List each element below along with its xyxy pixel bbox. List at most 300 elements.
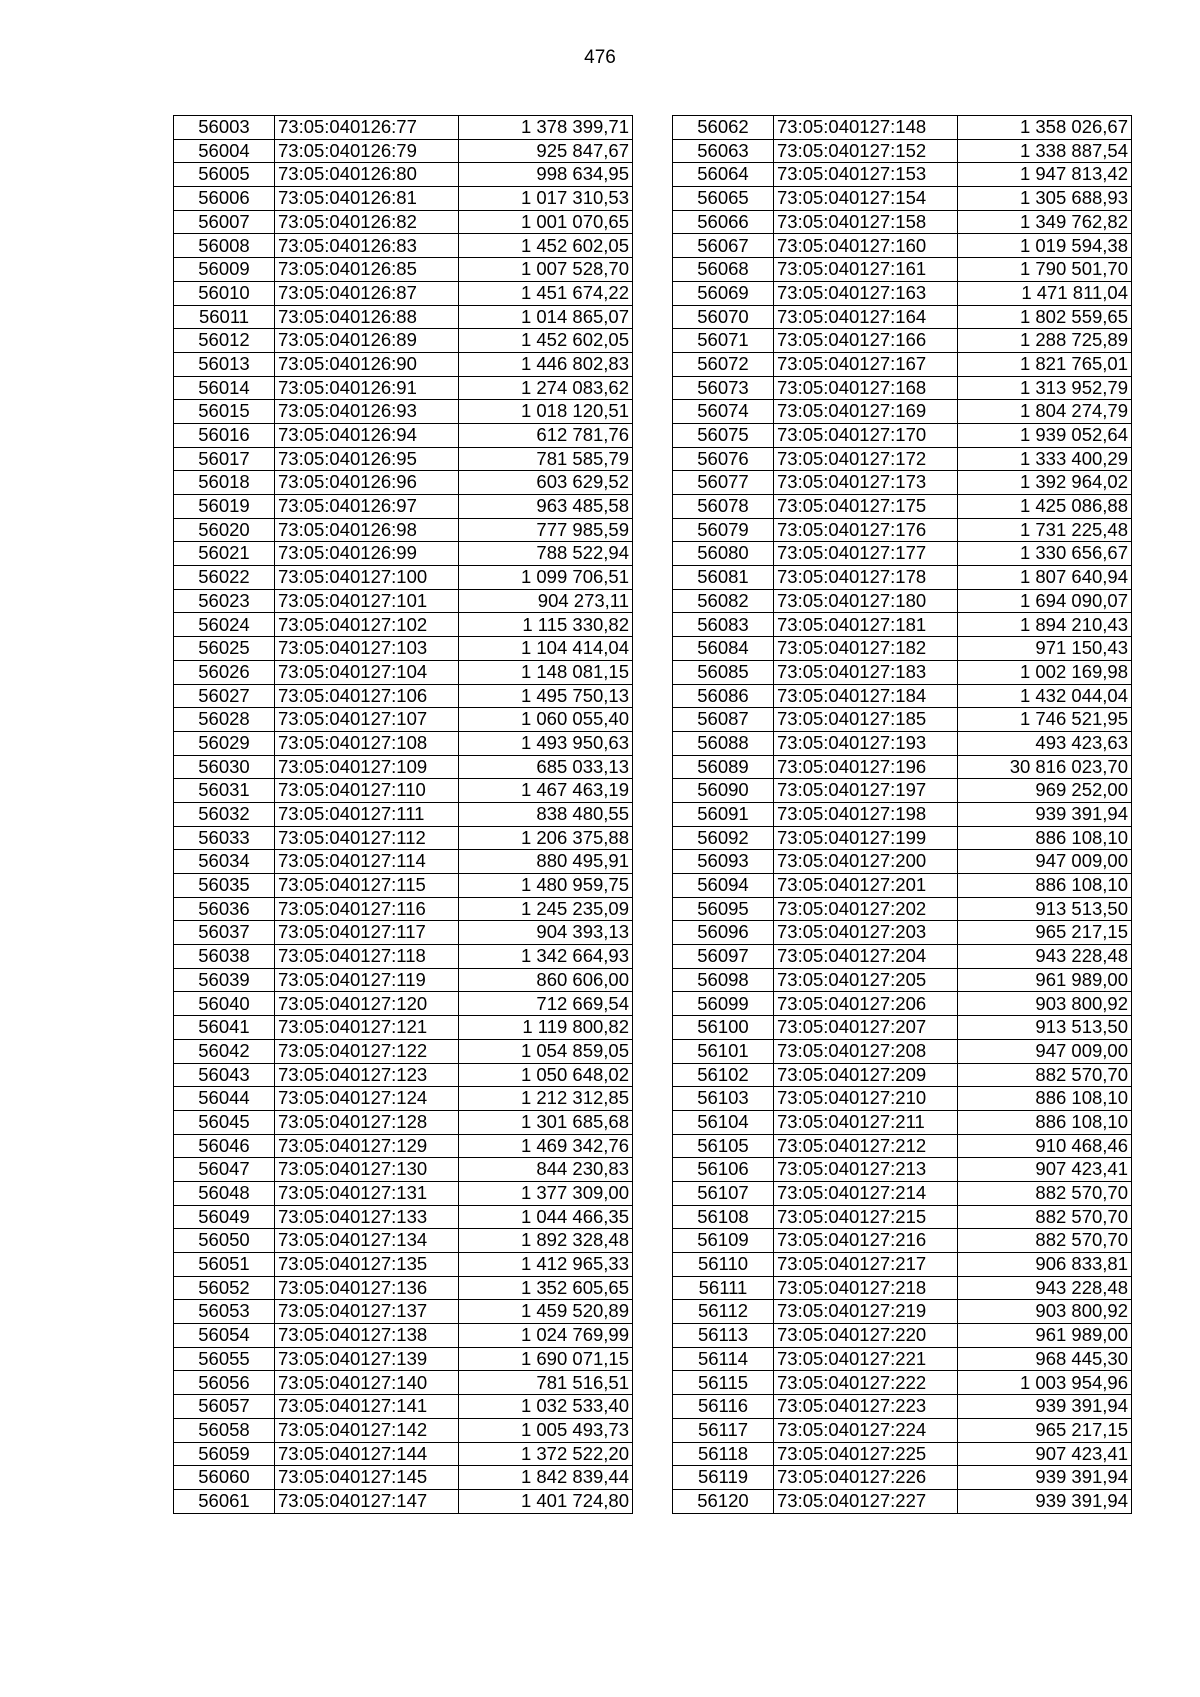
cadastral-number-cell: 73:05:040126:90 xyxy=(275,352,459,376)
record-number-cell: 56088 xyxy=(673,731,774,755)
cadastral-number-cell: 73:05:040127:204 xyxy=(774,945,958,969)
cadastral-number-cell: 73:05:040126:97 xyxy=(275,495,459,519)
table-row xyxy=(673,234,1132,258)
cadastral-number-cell: 73:05:040127:145 xyxy=(275,1466,459,1490)
record-number-cell: 56056 xyxy=(174,1371,275,1395)
cadastral-number-cell: 73:05:040127:122 xyxy=(275,1039,459,1063)
record-number-cell: 56069 xyxy=(673,281,774,305)
cadastral-value-cell: 907 423,41 xyxy=(958,1158,1132,1182)
record-number-cell: 56043 xyxy=(174,1063,275,1087)
cadastral-number-cell: 73:05:040127:123 xyxy=(275,1063,459,1087)
cadastral-value-cell: 886 108,10 xyxy=(958,874,1132,898)
cadastral-value-cell: 1 301 685,68 xyxy=(459,1110,633,1134)
cadastral-number-cell: 73:05:040127:206 xyxy=(774,992,958,1016)
table-row xyxy=(174,234,633,258)
record-number-cell: 56115 xyxy=(673,1371,774,1395)
cadastral-value-cell: 1 495 750,13 xyxy=(459,684,633,708)
record-number-cell: 56068 xyxy=(673,258,774,282)
record-number-cell: 56110 xyxy=(673,1253,774,1277)
cadastral-value-cell: 1 002 169,98 xyxy=(958,660,1132,684)
record-number-cell: 56113 xyxy=(673,1324,774,1348)
cadastral-value-cell: 1 452 602,05 xyxy=(459,329,633,353)
cadastral-number-cell: 73:05:040127:133 xyxy=(275,1205,459,1229)
cadastral-value-cell: 1 024 769,99 xyxy=(459,1324,633,1348)
record-number-cell: 56116 xyxy=(673,1395,774,1419)
record-number-cell: 56100 xyxy=(673,1016,774,1040)
record-number-cell: 56003 xyxy=(174,116,275,140)
cadastral-value-cell: 907 423,41 xyxy=(958,1442,1132,1466)
cadastral-number-cell: 73:05:040127:193 xyxy=(774,731,958,755)
table-row xyxy=(673,1395,1132,1419)
table-row xyxy=(673,352,1132,376)
record-number-cell: 56008 xyxy=(174,234,275,258)
cadastral-value-cell: 1 060 055,40 xyxy=(459,708,633,732)
record-number-cell: 56079 xyxy=(673,518,774,542)
record-number-cell: 56058 xyxy=(174,1418,275,1442)
cadastral-value-cell: 939 391,94 xyxy=(958,1395,1132,1419)
cadastral-number-cell: 73:05:040127:131 xyxy=(275,1181,459,1205)
table-row xyxy=(174,1110,633,1134)
record-number-cell: 56023 xyxy=(174,589,275,613)
cadastral-value-cell: 1 115 330,82 xyxy=(459,613,633,637)
cadastral-value-cell: 1 947 813,42 xyxy=(958,163,1132,187)
record-number-cell: 56013 xyxy=(174,352,275,376)
record-number-cell: 56103 xyxy=(673,1087,774,1111)
cadastral-value-cell: 939 391,94 xyxy=(958,1466,1132,1490)
table-row xyxy=(673,921,1132,945)
cadastral-value-cell: 943 228,48 xyxy=(958,1276,1132,1300)
record-number-cell: 56077 xyxy=(673,471,774,495)
cadastral-number-cell: 73:05:040127:164 xyxy=(774,305,958,329)
record-number-cell: 56093 xyxy=(673,850,774,874)
cadastral-number-cell: 73:05:040127:103 xyxy=(275,637,459,661)
cadastral-value-cell: 1 305 688,93 xyxy=(958,187,1132,211)
table-row xyxy=(174,210,633,234)
record-number-cell: 56101 xyxy=(673,1039,774,1063)
cadastral-number-cell: 73:05:040127:161 xyxy=(774,258,958,282)
cadastral-number-cell: 73:05:040127:124 xyxy=(275,1087,459,1111)
cadastral-number-cell: 73:05:040127:166 xyxy=(774,329,958,353)
cadastral-value-cell: 882 570,70 xyxy=(958,1063,1132,1087)
cadastral-value-cell: 1 894 210,43 xyxy=(958,613,1132,637)
cadastral-number-cell: 73:05:040127:184 xyxy=(774,684,958,708)
table-row xyxy=(174,637,633,661)
cadastral-number-cell: 73:05:040127:196 xyxy=(774,755,958,779)
cadastral-value-cell: 880 495,91 xyxy=(459,850,633,874)
cadastral-value-cell: 1 206 375,88 xyxy=(459,826,633,850)
record-number-cell: 56089 xyxy=(673,755,774,779)
cadastral-number-cell: 73:05:040127:168 xyxy=(774,376,958,400)
cadastral-number-cell: 73:05:040127:210 xyxy=(774,1087,958,1111)
table-row xyxy=(174,968,633,992)
cadastral-value-cell: 1 821 765,01 xyxy=(958,352,1132,376)
record-number-cell: 56107 xyxy=(673,1181,774,1205)
cadastral-value-cell: 1 471 811,04 xyxy=(958,281,1132,305)
cadastral-value-cell: 906 833,81 xyxy=(958,1253,1132,1277)
table-row xyxy=(174,1442,633,1466)
table-row xyxy=(673,802,1132,826)
table-row xyxy=(673,187,1132,211)
cadastral-number-cell: 73:05:040127:227 xyxy=(774,1489,958,1513)
cadastral-number-cell: 73:05:040126:79 xyxy=(275,139,459,163)
cadastral-number-cell: 73:05:040127:208 xyxy=(774,1039,958,1063)
table-row xyxy=(174,518,633,542)
table-row xyxy=(174,1300,633,1324)
cadastral-number-cell: 73:05:040127:134 xyxy=(275,1229,459,1253)
cadastral-number-cell: 73:05:040127:224 xyxy=(774,1418,958,1442)
record-number-cell: 56097 xyxy=(673,945,774,969)
cadastral-number-cell: 73:05:040126:99 xyxy=(275,542,459,566)
table-row xyxy=(673,708,1132,732)
cadastral-value-cell: 1 007 528,70 xyxy=(459,258,633,282)
record-number-cell: 56042 xyxy=(174,1039,275,1063)
record-number-cell: 56046 xyxy=(174,1134,275,1158)
cadastral-value-cell: 904 273,11 xyxy=(459,589,633,613)
cadastral-number-cell: 73:05:040127:173 xyxy=(774,471,958,495)
cadastral-value-cell: 30 816 023,70 xyxy=(958,755,1132,779)
table-row xyxy=(174,731,633,755)
record-number-cell: 56057 xyxy=(174,1395,275,1419)
table-row xyxy=(174,1489,633,1513)
table-row xyxy=(174,1039,633,1063)
cadastral-value-cell: 1 842 839,44 xyxy=(459,1466,633,1490)
table-row xyxy=(174,163,633,187)
cadastral-number-cell: 73:05:040127:147 xyxy=(275,1489,459,1513)
cadastral-number-cell: 73:05:040127:114 xyxy=(275,850,459,874)
table-row xyxy=(174,423,633,447)
cadastral-value-cell: 1 378 399,71 xyxy=(459,116,633,140)
cadastral-number-cell: 73:05:040127:112 xyxy=(275,826,459,850)
cadastral-value-cell: 1 018 120,51 xyxy=(459,400,633,424)
table-row xyxy=(673,731,1132,755)
table-row xyxy=(673,660,1132,684)
record-number-cell: 56105 xyxy=(673,1134,774,1158)
record-number-cell: 56054 xyxy=(174,1324,275,1348)
table-row xyxy=(174,1087,633,1111)
record-number-cell: 56050 xyxy=(174,1229,275,1253)
cadastral-value-cell: 1 099 706,51 xyxy=(459,566,633,590)
record-number-cell: 56074 xyxy=(673,400,774,424)
cadastral-value-cell: 1 333 400,29 xyxy=(958,447,1132,471)
record-number-cell: 56095 xyxy=(673,897,774,921)
cadastral-number-cell: 73:05:040127:218 xyxy=(774,1276,958,1300)
record-number-cell: 56118 xyxy=(673,1442,774,1466)
record-number-cell: 56022 xyxy=(174,566,275,590)
table-row xyxy=(174,684,633,708)
record-number-cell: 56012 xyxy=(174,329,275,353)
record-number-cell: 56090 xyxy=(673,779,774,803)
cadastral-number-cell: 73:05:040127:110 xyxy=(275,779,459,803)
cadastral-number-cell: 73:05:040126:81 xyxy=(275,187,459,211)
table-row xyxy=(174,1395,633,1419)
cadastral-number-cell: 73:05:040127:215 xyxy=(774,1205,958,1229)
cadastral-number-cell: 73:05:040127:199 xyxy=(774,826,958,850)
record-number-cell: 56021 xyxy=(174,542,275,566)
record-number-cell: 56032 xyxy=(174,802,275,826)
record-number-cell: 56076 xyxy=(673,447,774,471)
table-row xyxy=(174,1418,633,1442)
cadastral-value-cell: 1 017 310,53 xyxy=(459,187,633,211)
record-number-cell: 56066 xyxy=(673,210,774,234)
record-number-cell: 56072 xyxy=(673,352,774,376)
record-number-cell: 56031 xyxy=(174,779,275,803)
record-number-cell: 56067 xyxy=(673,234,774,258)
record-number-cell: 56005 xyxy=(174,163,275,187)
record-number-cell: 56114 xyxy=(673,1347,774,1371)
table-row xyxy=(174,1063,633,1087)
record-number-cell: 56120 xyxy=(673,1489,774,1513)
record-number-cell: 56004 xyxy=(174,139,275,163)
record-number-cell: 56099 xyxy=(673,992,774,1016)
cadastral-value-cell: 788 522,94 xyxy=(459,542,633,566)
table-row xyxy=(673,471,1132,495)
cadastral-value-cell: 971 150,43 xyxy=(958,637,1132,661)
record-number-cell: 56016 xyxy=(174,423,275,447)
cadastral-number-cell: 73:05:040127:102 xyxy=(275,613,459,637)
table-row xyxy=(174,755,633,779)
cadastral-number-cell: 73:05:040127:129 xyxy=(275,1134,459,1158)
cadastral-value-cell: 882 570,70 xyxy=(958,1229,1132,1253)
cadastral-number-cell: 73:05:040127:177 xyxy=(774,542,958,566)
cadastral-value-cell: 1 358 026,67 xyxy=(958,116,1132,140)
cadastral-number-cell: 73:05:040127:203 xyxy=(774,921,958,945)
record-number-cell: 56035 xyxy=(174,874,275,898)
cadastral-value-cell: 1 032 533,40 xyxy=(459,1395,633,1419)
table-row xyxy=(673,589,1132,613)
record-number-cell: 56055 xyxy=(174,1347,275,1371)
cadastral-number-cell: 73:05:040127:120 xyxy=(275,992,459,1016)
record-number-cell: 56086 xyxy=(673,684,774,708)
cadastral-value-cell: 1 432 044,04 xyxy=(958,684,1132,708)
table-row xyxy=(673,210,1132,234)
cadastral-number-cell: 73:05:040127:211 xyxy=(774,1110,958,1134)
table-row xyxy=(174,1134,633,1158)
cadastral-number-cell: 73:05:040127:175 xyxy=(774,495,958,519)
cadastral-number-cell: 73:05:040127:148 xyxy=(774,116,958,140)
record-number-cell: 56049 xyxy=(174,1205,275,1229)
cadastral-value-cell: 860 606,00 xyxy=(459,968,633,992)
table-row xyxy=(174,826,633,850)
table-row xyxy=(673,826,1132,850)
cadastral-number-cell: 73:05:040127:144 xyxy=(275,1442,459,1466)
record-number-cell: 56092 xyxy=(673,826,774,850)
cadastral-value-cell: 1 694 090,07 xyxy=(958,589,1132,613)
record-number-cell: 56082 xyxy=(673,589,774,613)
cadastral-number-cell: 73:05:040127:135 xyxy=(275,1253,459,1277)
table-row xyxy=(673,1087,1132,1111)
cadastral-value-cell: 968 445,30 xyxy=(958,1347,1132,1371)
cadastral-value-cell: 910 468,46 xyxy=(958,1134,1132,1158)
record-number-cell: 56041 xyxy=(174,1016,275,1040)
table-row xyxy=(174,1016,633,1040)
cadastral-value-cell: 1 352 605,65 xyxy=(459,1276,633,1300)
record-number-cell: 56059 xyxy=(174,1442,275,1466)
cadastral-number-cell: 73:05:040127:202 xyxy=(774,897,958,921)
record-number-cell: 56083 xyxy=(673,613,774,637)
cadastral-value-cell: 1 245 235,09 xyxy=(459,897,633,921)
cadastral-number-cell: 73:05:040127:115 xyxy=(275,874,459,898)
cadastral-value-cell: 712 669,54 xyxy=(459,992,633,1016)
cadastral-number-cell: 73:05:040127:158 xyxy=(774,210,958,234)
table-row xyxy=(673,850,1132,874)
table-row xyxy=(673,992,1132,1016)
table-row xyxy=(174,1205,633,1229)
cadastral-value-cell: 1 274 083,62 xyxy=(459,376,633,400)
cadastral-number-cell: 73:05:040127:160 xyxy=(774,234,958,258)
cadastral-value-cell: 781 585,79 xyxy=(459,447,633,471)
cadastral-value-cell: 965 217,15 xyxy=(958,921,1132,945)
cadastral-value-cell: 1 349 762,82 xyxy=(958,210,1132,234)
table-row xyxy=(673,1418,1132,1442)
table-row xyxy=(673,968,1132,992)
table-row xyxy=(673,1063,1132,1087)
table-row xyxy=(673,637,1132,661)
record-number-cell: 56052 xyxy=(174,1276,275,1300)
table-row xyxy=(673,329,1132,353)
table-row xyxy=(174,945,633,969)
cadastral-number-cell: 73:05:040127:130 xyxy=(275,1158,459,1182)
table-row xyxy=(673,139,1132,163)
cadastral-value-cell: 969 252,00 xyxy=(958,779,1132,803)
table-row xyxy=(673,1300,1132,1324)
cadastral-number-cell: 73:05:040127:119 xyxy=(275,968,459,992)
record-number-cell: 56091 xyxy=(673,802,774,826)
cadastral-number-cell: 73:05:040126:83 xyxy=(275,234,459,258)
table-row xyxy=(673,897,1132,921)
cadastral-number-cell: 73:05:040127:223 xyxy=(774,1395,958,1419)
record-number-cell: 56039 xyxy=(174,968,275,992)
cadastral-number-cell: 73:05:040127:109 xyxy=(275,755,459,779)
cadastral-number-cell: 73:05:040127:101 xyxy=(275,589,459,613)
record-number-cell: 56062 xyxy=(673,116,774,140)
table-row xyxy=(174,802,633,826)
record-number-cell: 56037 xyxy=(174,921,275,945)
table-row xyxy=(673,305,1132,329)
record-number-cell: 56020 xyxy=(174,518,275,542)
record-number-cell: 56098 xyxy=(673,968,774,992)
cadastral-value-cell: 1 802 559,65 xyxy=(958,305,1132,329)
record-number-cell: 56036 xyxy=(174,897,275,921)
cadastral-number-cell: 73:05:040127:108 xyxy=(275,731,459,755)
table-row xyxy=(673,163,1132,187)
record-number-cell: 56071 xyxy=(673,329,774,353)
cadastral-value-cell: 777 985,59 xyxy=(459,518,633,542)
table-row xyxy=(174,116,633,140)
table-row xyxy=(174,1158,633,1182)
record-number-cell: 56007 xyxy=(174,210,275,234)
cadastral-number-cell: 73:05:040127:207 xyxy=(774,1016,958,1040)
cadastral-number-cell: 73:05:040127:137 xyxy=(275,1300,459,1324)
table-row xyxy=(174,874,633,898)
cadastral-value-cell: 882 570,70 xyxy=(958,1205,1132,1229)
record-number-cell: 56085 xyxy=(673,660,774,684)
cadastral-value-cell: 1 104 414,04 xyxy=(459,637,633,661)
table-row xyxy=(673,376,1132,400)
table-row xyxy=(174,850,633,874)
cadastral-number-cell: 73:05:040127:220 xyxy=(774,1324,958,1348)
cadastral-number-cell: 73:05:040127:181 xyxy=(774,613,958,637)
record-number-cell: 56047 xyxy=(174,1158,275,1182)
table-row xyxy=(174,376,633,400)
cadastral-value-cell: 1 469 342,76 xyxy=(459,1134,633,1158)
cadastral-value-cell: 1 401 724,80 xyxy=(459,1489,633,1513)
table-row xyxy=(673,281,1132,305)
cadastral-number-cell: 73:05:040127:172 xyxy=(774,447,958,471)
cadastral-number-cell: 73:05:040127:197 xyxy=(774,779,958,803)
cadastral-number-cell: 73:05:040127:198 xyxy=(774,802,958,826)
table-row xyxy=(174,589,633,613)
table-row xyxy=(174,1371,633,1395)
cadastral-number-cell: 73:05:040127:201 xyxy=(774,874,958,898)
record-number-cell: 56045 xyxy=(174,1110,275,1134)
table-row xyxy=(673,1039,1132,1063)
table-row xyxy=(673,1253,1132,1277)
table-row xyxy=(673,779,1132,803)
table-row xyxy=(673,518,1132,542)
cadastral-value-cell: 1 790 501,70 xyxy=(958,258,1132,282)
table-row xyxy=(174,329,633,353)
cadastral-value-cell: 1 731 225,48 xyxy=(958,518,1132,542)
record-number-cell: 56094 xyxy=(673,874,774,898)
cadastral-value-cell: 965 217,15 xyxy=(958,1418,1132,1442)
cadastral-number-cell: 73:05:040127:180 xyxy=(774,589,958,613)
cadastral-value-cell: 943 228,48 xyxy=(958,945,1132,969)
cadastral-value-cell: 1 212 312,85 xyxy=(459,1087,633,1111)
record-number-cell: 56065 xyxy=(673,187,774,211)
record-number-cell: 56029 xyxy=(174,731,275,755)
table-row xyxy=(174,613,633,637)
cadastral-value-cell: 1 446 802,83 xyxy=(459,352,633,376)
cadastral-value-cell: 1 412 965,33 xyxy=(459,1253,633,1277)
cadastral-value-cell: 913 513,50 xyxy=(958,897,1132,921)
record-number-cell: 56087 xyxy=(673,708,774,732)
cadastral-number-cell: 73:05:040127:205 xyxy=(774,968,958,992)
cadastral-number-cell: 73:05:040127:169 xyxy=(774,400,958,424)
cadastral-number-cell: 73:05:040126:87 xyxy=(275,281,459,305)
record-number-cell: 56025 xyxy=(174,637,275,661)
cadastral-number-cell: 73:05:040127:183 xyxy=(774,660,958,684)
record-number-cell: 56060 xyxy=(174,1466,275,1490)
cadastral-number-cell: 73:05:040126:93 xyxy=(275,400,459,424)
cadastral-number-cell: 73:05:040127:128 xyxy=(275,1110,459,1134)
table-row xyxy=(673,1466,1132,1490)
cadastral-value-cell: 947 009,00 xyxy=(958,1039,1132,1063)
table-row xyxy=(673,1181,1132,1205)
cadastral-number-cell: 73:05:040127:100 xyxy=(275,566,459,590)
cadastral-value-cell: 939 391,94 xyxy=(958,802,1132,826)
cadastral-value-cell: 1 050 648,02 xyxy=(459,1063,633,1087)
table-row xyxy=(673,495,1132,519)
cadastral-number-cell: 73:05:040126:85 xyxy=(275,258,459,282)
cadastral-value-cell: 903 800,92 xyxy=(958,1300,1132,1324)
table-row xyxy=(174,1181,633,1205)
cadastral-value-cell: 1 054 859,05 xyxy=(459,1039,633,1063)
cadastral-value-cell: 886 108,10 xyxy=(958,1087,1132,1111)
cadastral-value-cell: 904 393,13 xyxy=(459,921,633,945)
table-row xyxy=(673,400,1132,424)
record-number-cell: 56030 xyxy=(174,755,275,779)
table-row xyxy=(174,305,633,329)
cadastral-number-cell: 73:05:040126:82 xyxy=(275,210,459,234)
cadastral-value-cell: 1 148 081,15 xyxy=(459,660,633,684)
table-row xyxy=(174,1324,633,1348)
record-number-cell: 56044 xyxy=(174,1087,275,1111)
cadastral-number-cell: 73:05:040127:185 xyxy=(774,708,958,732)
cadastral-value-cell: 939 391,94 xyxy=(958,1489,1132,1513)
table-row xyxy=(673,1158,1132,1182)
cadastral-value-cell: 1 003 954,96 xyxy=(958,1371,1132,1395)
table-row xyxy=(174,258,633,282)
